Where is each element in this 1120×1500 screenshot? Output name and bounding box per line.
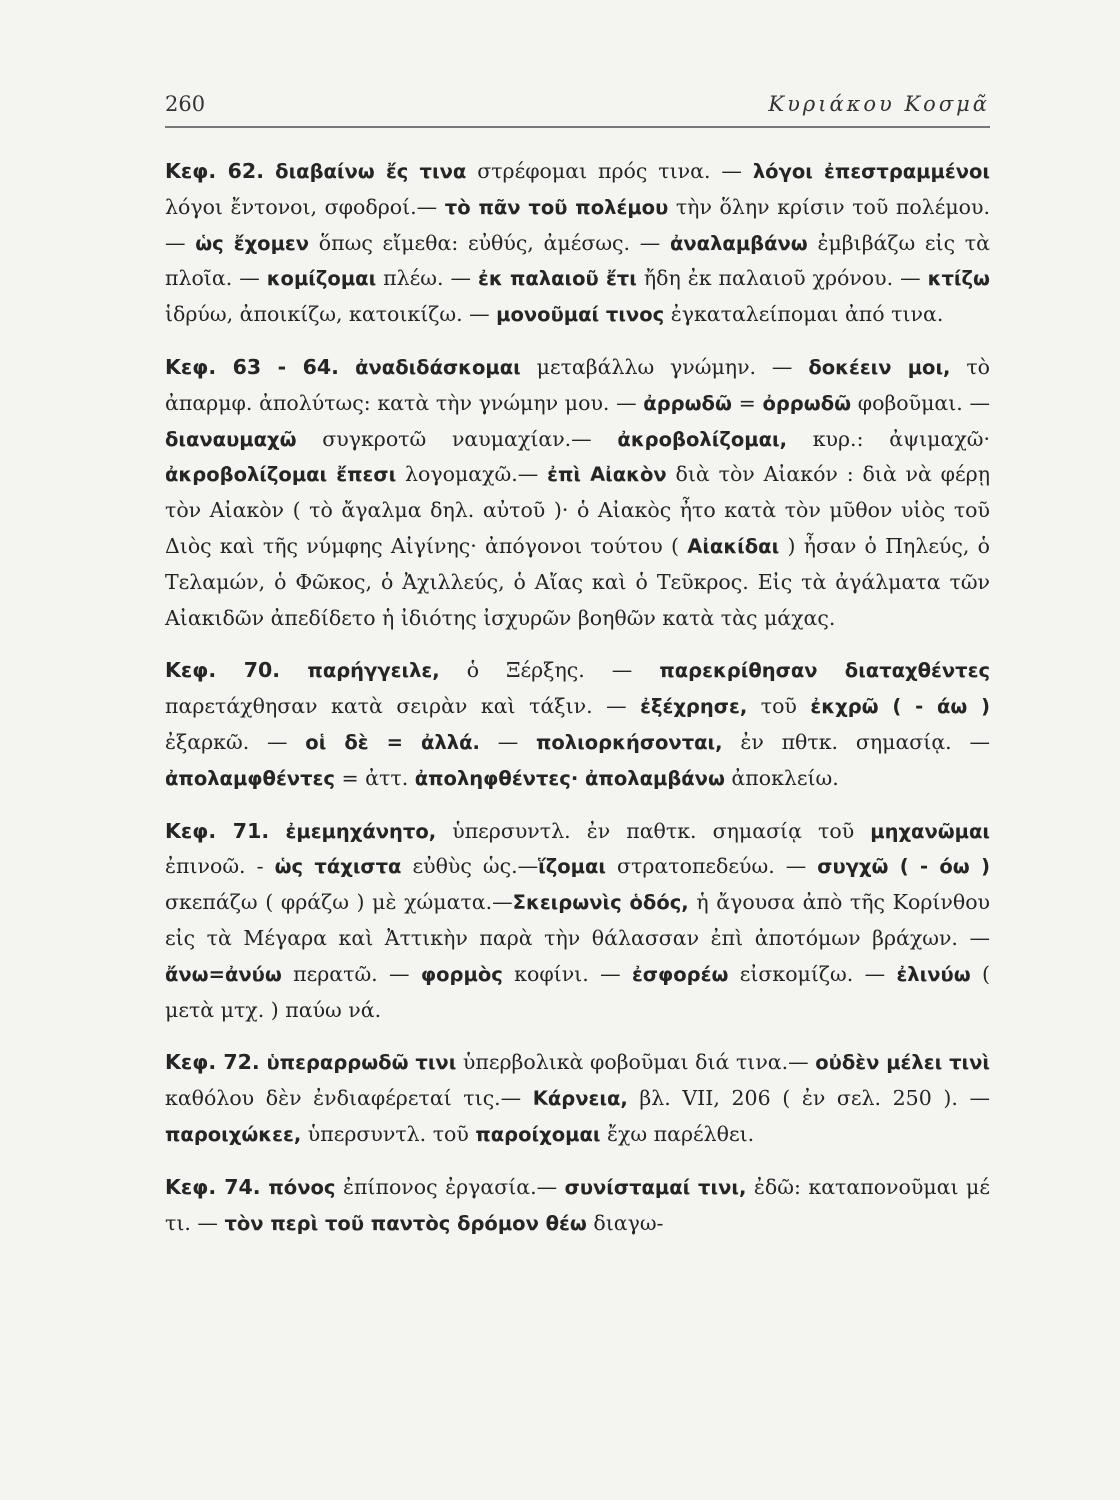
chapter-heading: Κεφ. 62. [165,159,264,183]
chapter-heading: Κεφ. 74. [165,1174,261,1199]
chapter-heading: Κεφ. 70. [165,658,281,683]
headword: κτίζω [927,267,990,291]
gloss: ἀποκλείω. [724,765,839,790]
gloss: λογομαχῶ.— [396,462,548,487]
gloss: τὸ ἀπαρμφ. ἀπολύτως: κατὰ τὴν γνώμην μου. — [165,354,991,415]
headword: ἀναδιδάσκομαι [338,355,521,379]
headword: διαβαίνω ἔς τινα [263,160,467,183]
headword: οἱ δὲ = ἀλλά. [305,730,480,754]
gloss: = ἀττ. [334,765,415,790]
note-text [165,159,990,326]
gloss: ἐπινοῶ. - [165,854,275,879]
headword: ἀκροβολίζομαι, [617,427,787,451]
gloss: ἐδῶ: καταπονοῦμαι μέ τι. — [165,1174,990,1235]
headword: λόγοι ἐπεστραμμένοι [752,160,990,183]
chapter-note-70 [165,653,990,796]
headword: Αἰακίδαι [687,534,780,558]
gloss: ἔχω παρέλθει. [600,1121,755,1146]
headword: ἵζομαι [538,855,606,879]
headword: παρήγγειλε, [280,659,440,683]
headword: ὀρρωδῶ [762,391,852,415]
headword: παροίχομαι [475,1122,601,1146]
chapter-note-72 [165,1045,990,1152]
note-text [165,1050,990,1146]
gloss: παρετάχθησαν κατὰ σειρὰν καὶ τάξιν. — [165,694,641,719]
gloss: διαγω- [586,1210,664,1235]
gloss: ἐγκαταλείπομαι ἀπό τινα. [664,302,944,327]
gloss: ἐπίπονος ἐργασία.— [335,1174,565,1199]
gloss: ἐξαρκῶ. — [165,729,306,754]
chapter-note-62 [165,154,990,333]
headword: παροιχώκεε, [165,1122,302,1146]
headword: ἐσφορέω [631,962,729,986]
headword: παρεκρίθησαν διαταχθέντες [659,659,991,683]
gloss: περατῶ. — [281,961,421,986]
gloss: βλ. VII, 206 ( ἐν σελ. 250 ). — [627,1086,990,1111]
headword: συγχῶ ( - όω ) [817,855,990,879]
headword: ἐκ παλαιοῦ ἔτι [477,267,637,291]
gloss: ὑπερσυντλ. τοῦ [301,1121,476,1146]
headword: Σκειρωνὶς ὁδός, [512,891,689,915]
gloss: ὑπερσυντλ. ἐν παθτκ. σημασίᾳ τοῦ [436,818,871,843]
headword: μονοῦμαί τινος [496,303,665,327]
headword: ἐμεμηχάνητο, [269,819,437,843]
headword: ἀναλαμβάνω [670,231,808,255]
headword: φορμὸς [420,962,503,986]
chapter-note-63-64 [165,350,990,636]
gloss: τοῦ [747,694,811,719]
headword: κομίζομαι [266,267,377,291]
note-text [165,819,990,1022]
headword: ἐκχρῶ ( - άω ) [810,695,990,719]
headword: τὸ πᾶν τοῦ πολέμου [444,195,669,219]
gloss: ) ἦσαν ὁ Πηλεύς, ὁ Τελαμών, ὁ Φῶκος, ὁ Ἀχιλλεύς, ὁ Αἴας καὶ ὁ Τεῦκρος. Εἰς τὰ ἀγάλματα τῶν Αἰακιδῶν ἀπεδίδετο ἡ ἰδιότης ἰσχυρῶν βοηθῶν κατὰ τὰς μάχας. [165,533,991,630]
chapter-note-71 [165,814,990,1029]
headword: μηχανῶμαι [870,819,991,843]
gloss: ὁ Ξέρξης. — [439,658,660,683]
headword: οὐδὲν μέλει τινὶ [815,1051,990,1075]
commentary-body [165,154,990,1258]
gloss: ὅπως εἴμεθα: εὐθύς, ἀμέσως. — [309,230,670,255]
headword: ἄνω=ἀνύω [165,962,282,986]
page-header [165,92,990,116]
gloss: ἐν πθτκ. σημασίᾳ. — [722,729,990,754]
gloss: καθόλου δὲν ἐνδιαφέρεταί τις.— [165,1086,533,1111]
gloss: εἰσκομίζω. — [728,961,897,986]
gloss: ( μετὰ μτχ. ) παύω νά. [165,961,991,1022]
headword: ὡς ἔχομεν [195,231,310,255]
headword: ἀποληφθέντες· ἀπολαμβάνω [414,766,725,790]
gloss: ἡ ἄγουσα ἀπὸ τῆς Κορίνθου εἰς τὰ Μέγαρα καὶ Ἀττικὴν παρὰ τὴν θάλασσαν ἐπὶ ἀποτόμων βράχων. — [165,890,991,950]
headword: ἀκροβολίζομαι ἔπεσι [165,463,397,487]
gloss: = [731,390,763,415]
gloss: ἤδη ἐκ παλαιοῦ χρόνου. — [636,266,928,291]
note-text [165,355,990,630]
note-text [165,1175,990,1235]
gloss: στρέφομαι πρός τινα. — [466,159,753,183]
headword: ἐπὶ Αἰακὸν [547,463,667,487]
headword: πολιορκήσονται, [535,730,723,754]
gloss: φοβοῦμαι. — [851,390,990,415]
gloss: διὰ τὸν Αἰακόν : διὰ νὰ φέρῃ τὸν Αἰακὸν ( τὸ ἄγαλμα δηλ. αὐτοῦ )· ὁ Αἰακὸς ἦτο κατὰ τὸν μῦθον υἱὸς τοῦ Διὸς καὶ τῆς νύμφης Αἰγίνης· ἀπόγονοι τούτου ( [165,462,990,558]
header-rule [165,126,990,128]
gloss: στρατοπεδεύω. — [606,854,818,879]
chapter-heading: Κεφ. 71. [165,818,270,843]
gloss: εὐθὺς ὡς.— [401,854,539,879]
gloss: ἱδρύω, ἀποικίζω, κατοικίζω. — [165,302,497,327]
page-number: 260 [165,92,206,116]
gloss: ὑπερβολικὰ φοβοῦμαι διά τινα.— [456,1050,816,1075]
gloss: πλέω. — [376,266,478,291]
gloss: τὴν ὅλην κρίσιν τοῦ πολέμου. — [165,194,991,255]
chapter-heading: Κεφ. 63 - 64. [165,354,339,379]
headword: ἐξέχρησε, [640,695,748,719]
note-text [165,658,990,789]
headword: πόνος [260,1175,336,1199]
gloss: κυρ.: ἀψιμαχῶ· [787,426,990,451]
gloss: λόγοι ἔντονοι, σφοδροί.— [165,194,445,219]
headword: τὸν περὶ τοῦ παντὸς δρόμον θέω [224,1211,587,1235]
gloss: ἐμβιβάζω εἰς τὰ πλοῖα. — [165,230,990,291]
gloss: μεταβάλλω γνώμην. — [520,354,809,379]
headword: ἐλινύω [896,962,971,986]
headword: ἀπολαμφθέντες [165,766,335,790]
headword: Κάρνεια, [532,1087,628,1111]
headword: δοκέειν μοι, [808,355,951,379]
gloss: σκεπάζω ( φράζω ) μὲ χώματα.— [165,890,513,915]
chapter-heading: Κεφ. 72. [165,1050,260,1075]
chapter-note-74 [165,1170,990,1242]
headword: συνίσταμαί τινι, [564,1175,747,1199]
headword: ὑπεραρρωδῶ τινι [259,1051,457,1075]
gloss: — [479,729,536,754]
gloss: συγκροτῶ ναυμαχίαν.— [296,426,618,451]
gloss: κοφίνι. — [502,961,632,986]
headword: διαναυμαχῶ [165,427,297,451]
running-title: Κυριάκου Κοσμᾶ [768,92,990,116]
headword: ὡς τάχιστα [274,855,402,879]
headword: ἀρρωδῶ [643,391,732,415]
